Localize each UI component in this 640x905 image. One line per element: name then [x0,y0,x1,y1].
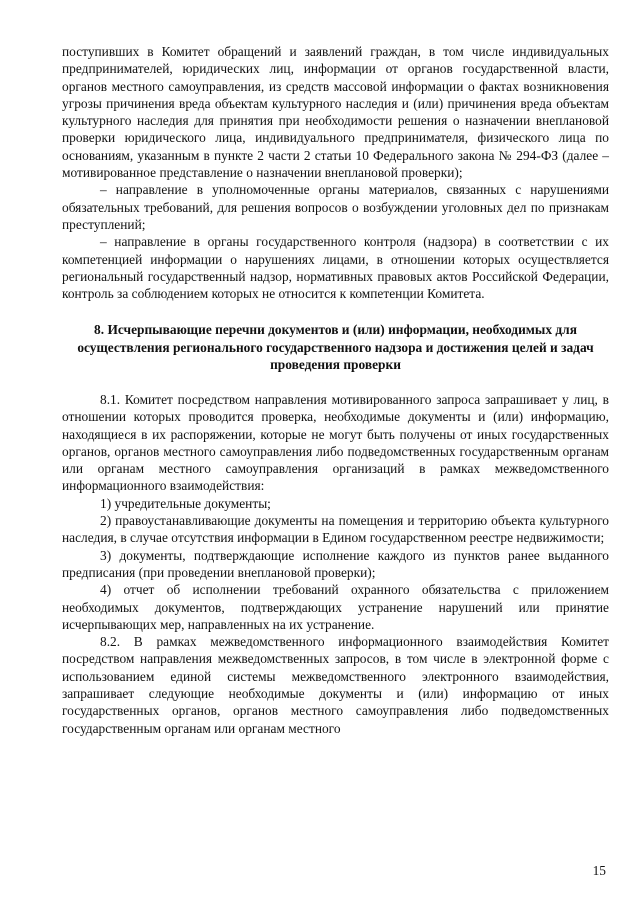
paragraph-information-transfer: – направление в органы государственного контроля (надзора) в соответствии с их компетенцией информации о нарушениях лицами, в отношении которых осуществляется региональный государственный надзор, нормативных правовых актов Российской Федерации, контроль за соблюдением которых не относится к компетенции Комитета. [62,234,609,302]
list-item-4: 4) отчет об исполнении требований охранного обязательства с приложением необходимых документов, подтверждающих устранение нарушений или принятие исчерпывающих мер, направленных на их устранение. [62,582,609,632]
paragraph-materials-transfer: – направление в уполномоченные органы материалов, связанных с нарушениями обязательных требований, для решения вопросов о возбуждении уголовных дел по признакам преступлений; [62,182,609,232]
paragraph-continuation: поступивших в Комитет обращений и заявлений граждан, в том числе индивидуальных предпринимателей, юридических лиц, информации от органов государственной власти, органов местного самоуправления, из средств массовой информации о фактах возникновения угрозы причинения вреда объектам культурного наследия и (или) причинения вреда объектам культурного наследия для принятия при необходимости решения о назначении внеплановой проверки юридического лица, индивидуального предпринимателя, физического лица по основаниям, указанным в пункте 2 части 2 статьи 10 Федерального закона № 294-ФЗ (далее – мотивированное представление о назначении внеплановой проверки); [62,44,609,181]
document-page [62,43,609,737]
section-heading: 8. Исчерпывающие перечни документов и (или) информации, необходимых для осуществления регионального государственного надзора и достижения целей и задач проведения проверки [77,322,594,373]
paragraph-8-1: 8.1. Комитет посредством направления мотивированного запроса запрашивает у лиц, в отношении которых проводится проверка, необходимые документы и (или) информацию, находящиеся в их распоряжении, которые не могут быть получены от иных государственных органов, органов местного самоуправления либо подведомственных государственным органам или органам местного самоуправления организаций в рамках межведомственного информационного взаимодействия: [62,391,609,494]
paragraph-8-2: 8.2. В рамках межведомственного информационного взаимодействия Комитет посредством направления межведомственных запросов, в том числе в электронной форме с использованием единой системы межведомственного электронного взаимодействия, запрашивает следующие необходимые документы и (или) информацию от иных государственных органов, органов местного самоуправления либо подведомственных государственным органам или органам местного [62,634,609,736]
list-item-1: 1) учредительные документы; [100,495,271,511]
list-item-2: 2) правоустанавливающие документы на помещения и территорию объекта культурного наследия, в случае отсутствия информации в Едином государственном реестре недвижимости; [62,513,609,546]
list-item-3: 3) документы, подтверждающие исполнение каждого из пунктов ранее выданного предписания (при проведении внеплановой проверки); [62,547,609,580]
page-number: 15 [592,863,606,878]
